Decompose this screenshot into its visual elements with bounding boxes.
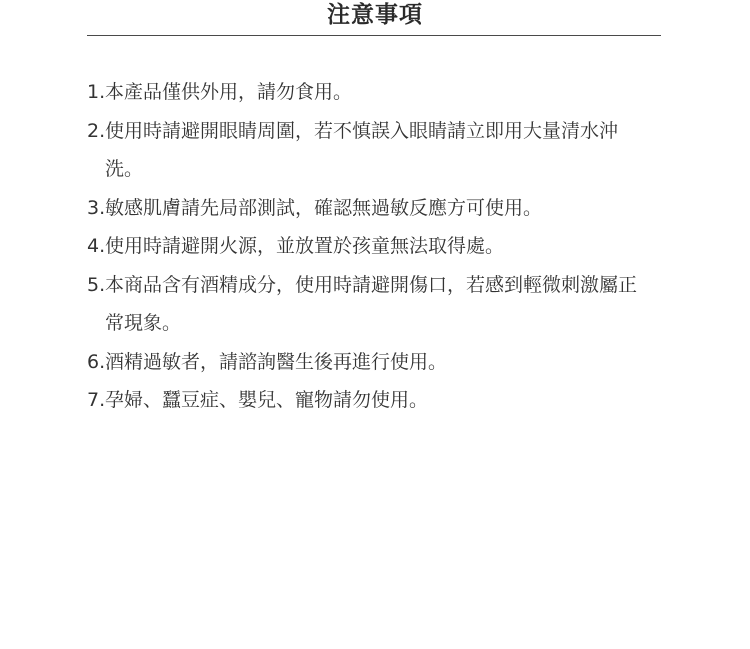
- item-text: 敏感肌膚請先局部測試，確認無過敏反應方可使用。: [105, 196, 543, 219]
- list-item: [87, 227, 667, 266]
- item-number: 5.: [87, 273, 106, 296]
- item-text: 酒精過敏者，請諮詢醫生後再進行使用。: [105, 350, 448, 373]
- item-text: 孕婦、蠶豆症、嬰兒、寵物請勿使用。: [105, 389, 429, 411]
- list-item: [87, 73, 667, 112]
- item-text: 本商品含有酒精成分，使用時請避開傷口，若感到輕微刺激屬正常現象。: [105, 273, 638, 334]
- item-number: 2.: [87, 119, 106, 142]
- list-item: [87, 112, 667, 189]
- item-number: 3.: [87, 196, 106, 219]
- item-number: 7.: [87, 389, 106, 411]
- item-text: 使用時請避開火源，並放置於孩童無法取得處。: [105, 235, 505, 257]
- list-item: [87, 266, 667, 343]
- item-number: 4.: [87, 235, 106, 257]
- item-number: 6.: [87, 350, 106, 373]
- list-item: [87, 189, 667, 228]
- item-text: 使用時請避開眼睛周圍，若不慎誤入眼睛請立即用大量清水沖洗。: [105, 119, 619, 180]
- page-title: 注意事項: [327, 2, 423, 28]
- item-number: 1.: [87, 81, 106, 103]
- list-item: [87, 343, 667, 382]
- item-text: 本產品僅供外用，請勿食用。: [105, 81, 353, 103]
- list-item: [87, 381, 667, 420]
- notice-list: [87, 73, 667, 420]
- title-divider: [87, 35, 661, 36]
